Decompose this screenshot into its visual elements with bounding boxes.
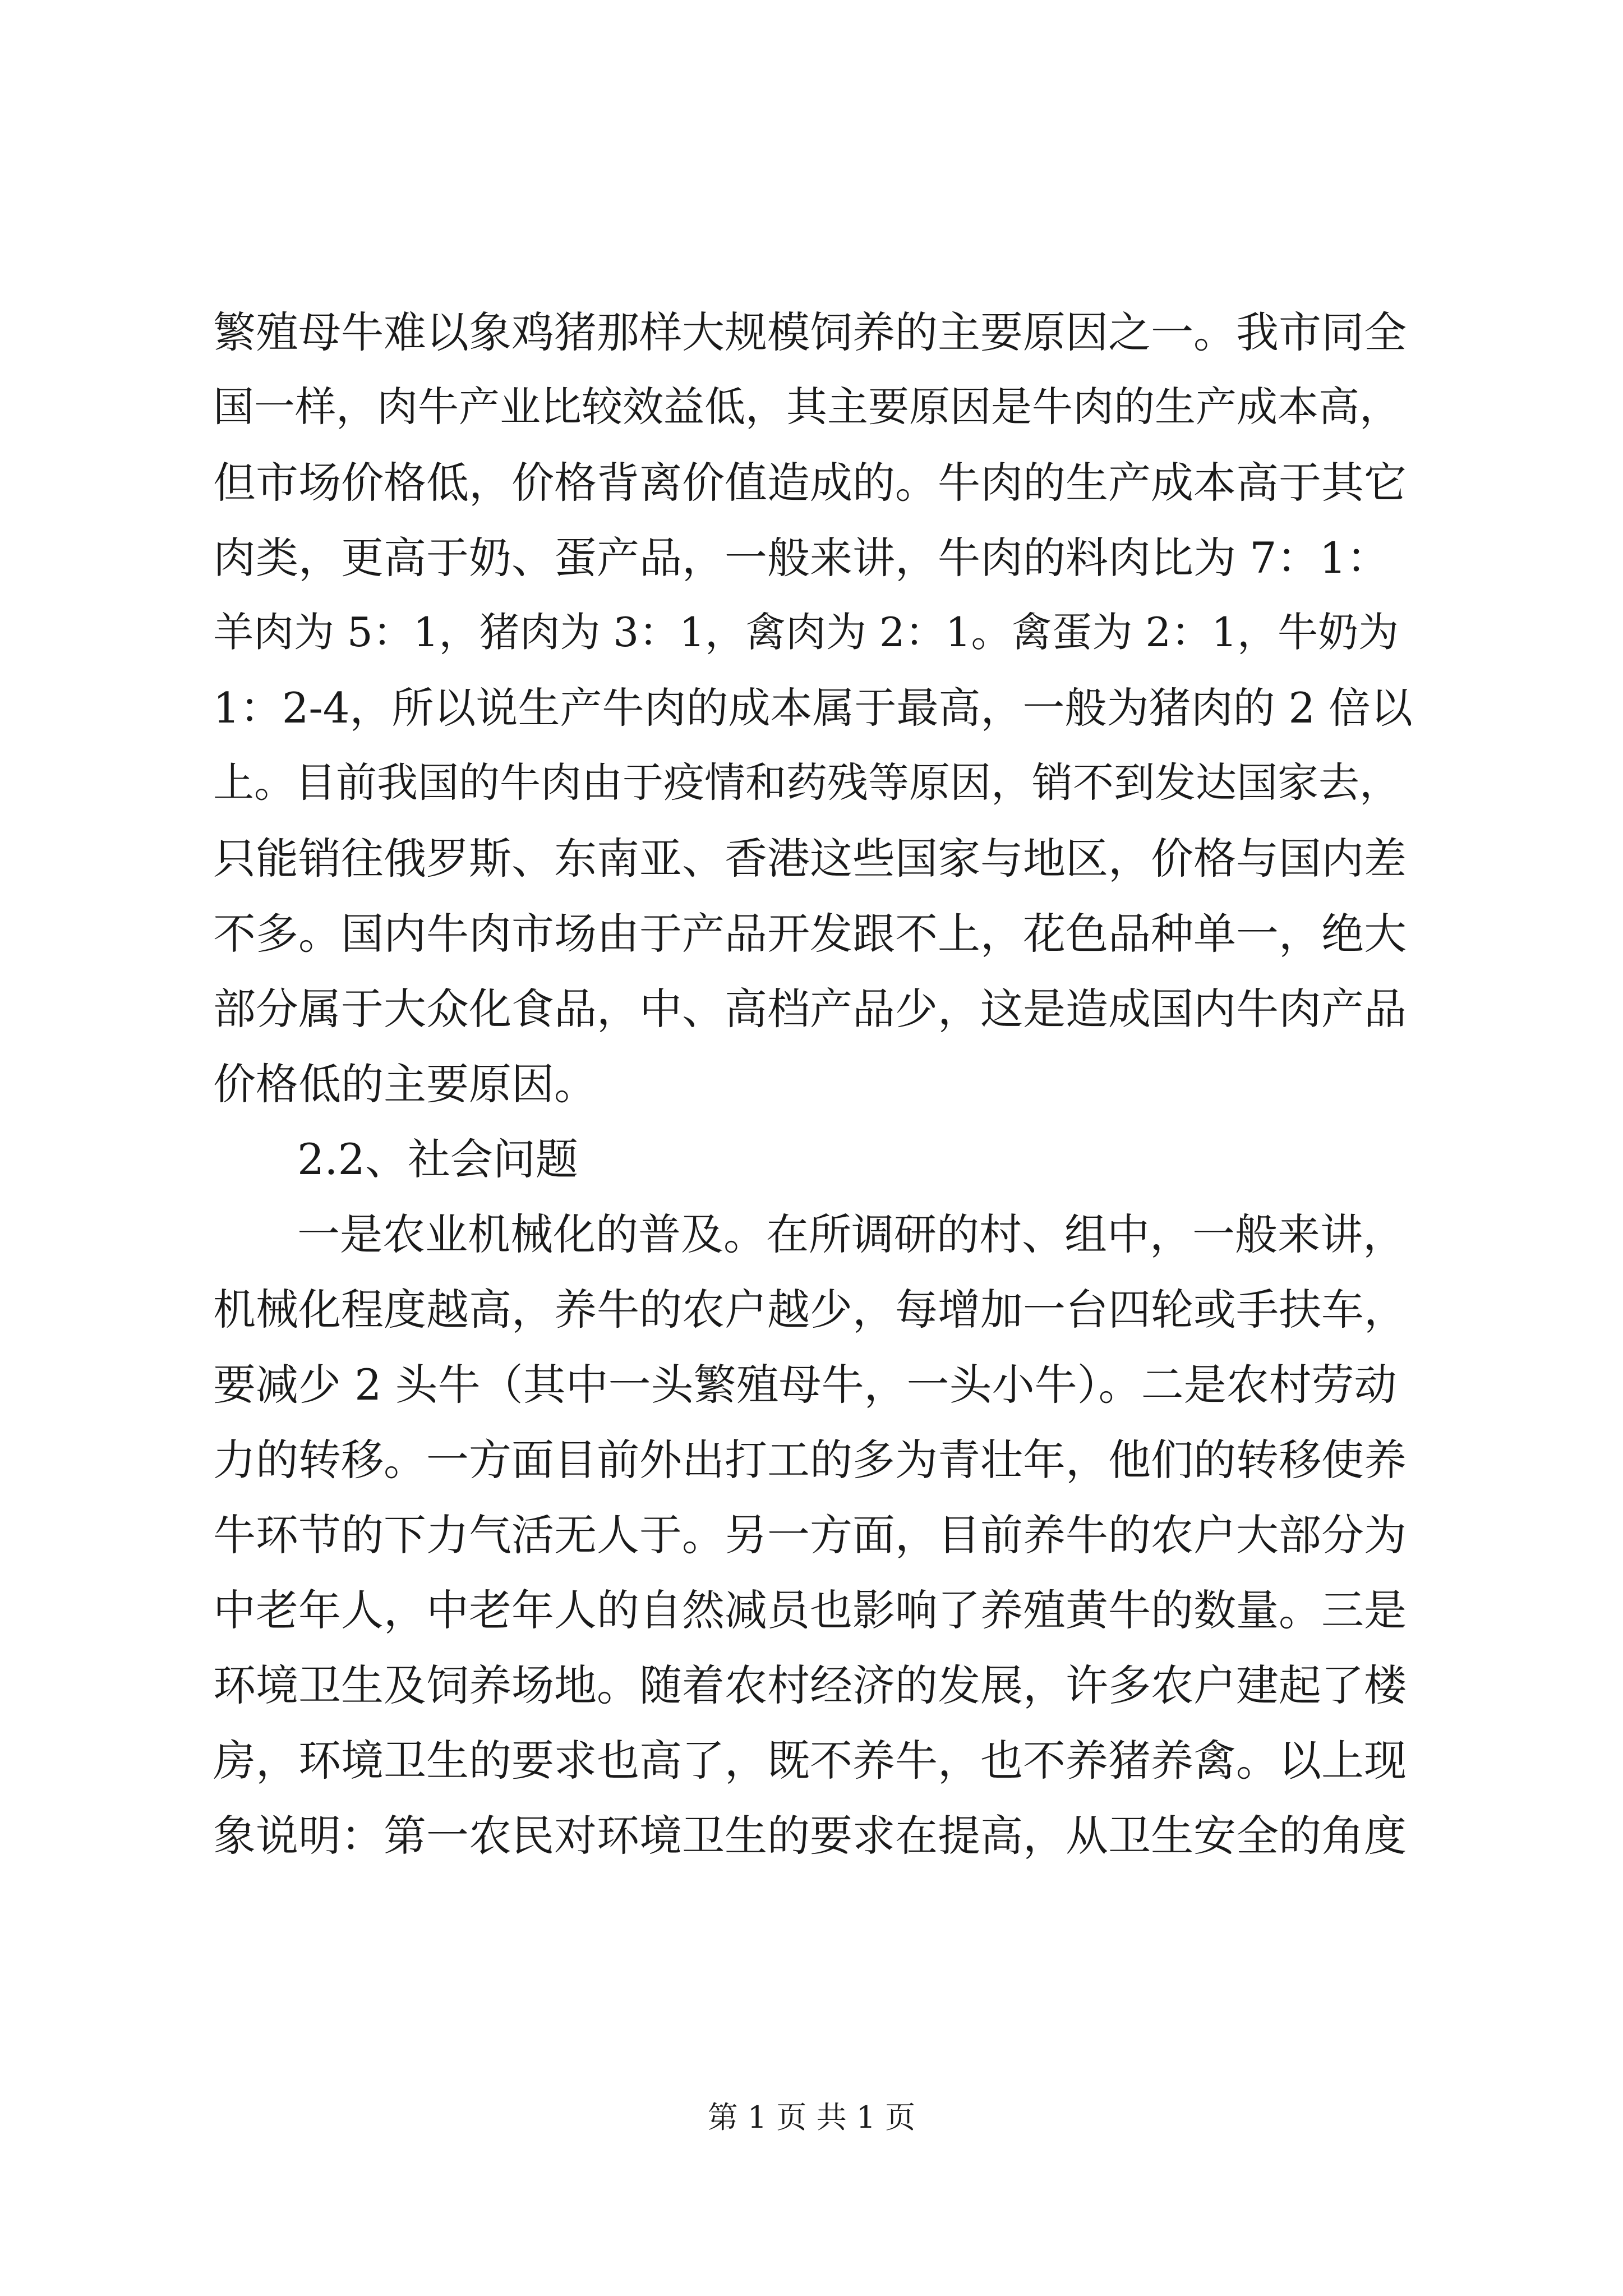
body-line-8: 只能销往俄罗斯、东南亚、香港这些国家与地区，价格与国内差 bbox=[213, 834, 1407, 884]
body-line-17: 牛环节的下力气活无人于。另一方面，目前养牛的农户大部分为 bbox=[213, 1510, 1407, 1560]
body-line-4: 肉类，更高于奶、蛋产品，一般来讲，牛肉的料肉比为 7：1： bbox=[213, 533, 1389, 583]
body-line-16: 力的转移。一方面目前外出打工的多为青壮年，他们的转移使养 bbox=[213, 1435, 1407, 1485]
page-footer: 第 1 页 共 1 页 bbox=[707, 2100, 916, 2135]
body-line-15: 要减少 2 头牛（其中一头繁殖母牛，一头小牛）。二是农村劳动 bbox=[213, 1360, 1397, 1410]
body-line-9: 不多。国内牛肉市场由于产品开发跟不上，花色品种单一，绝大 bbox=[213, 909, 1407, 959]
body-line-18: 中老年人，中老年人的自然减员也影响了养殖黄牛的数量。三是 bbox=[213, 1585, 1407, 1635]
body-line-10: 部分属于大众化食品，中、高档产品少，这是造成国内牛肉产品 bbox=[213, 984, 1407, 1034]
body-line-1: 繁殖母牛难以象鸡猪那样大规模饲养的主要原因之一。我市同全 bbox=[213, 307, 1407, 357]
body-line-6: 1：2-4，所以说生产牛肉的成本属于最高，一般为猪肉的 2 倍以 bbox=[213, 683, 1413, 733]
body-line-19: 环境卫生及饲养场地。随着农村经济的发展，许多农户建起了楼 bbox=[213, 1660, 1407, 1710]
body-line-2: 国一样，肉牛产业比较效益低，其主要原因是牛肉的生产成本高， bbox=[213, 383, 1400, 431]
body-line-7: 上。目前我国的牛肉由于疫情和药残等原因，销不到发达国家去， bbox=[213, 759, 1400, 807]
body-line-3: 但市场价格低，价格背离价值造成的。牛肉的生产成本高于其它 bbox=[213, 458, 1407, 508]
section-heading: 2.2、社会问题 bbox=[297, 1134, 578, 1184]
body-line-13: 一是农业机械化的普及。在所调研的村、组中，一般来讲， bbox=[297, 1209, 1405, 1259]
body-line-20: 房，环境卫生的要求也高了，既不养牛，也不养猪养禽。以上现 bbox=[213, 1736, 1407, 1786]
body-line-5: 羊肉为 5：1，猪肉为 3：1，禽肉为 2：1。禽蛋为 2：1，牛奶为 bbox=[213, 609, 1399, 656]
body-line-14: 机械化程度越高，养牛的农户越少，每增加一台四轮或手扶车， bbox=[213, 1285, 1407, 1335]
body-line-11: 价格低的主要原因。 bbox=[213, 1059, 597, 1109]
body-line-21: 象说明：第一农民对环境卫生的要求在提高，从卫生安全的角度 bbox=[213, 1811, 1407, 1861]
